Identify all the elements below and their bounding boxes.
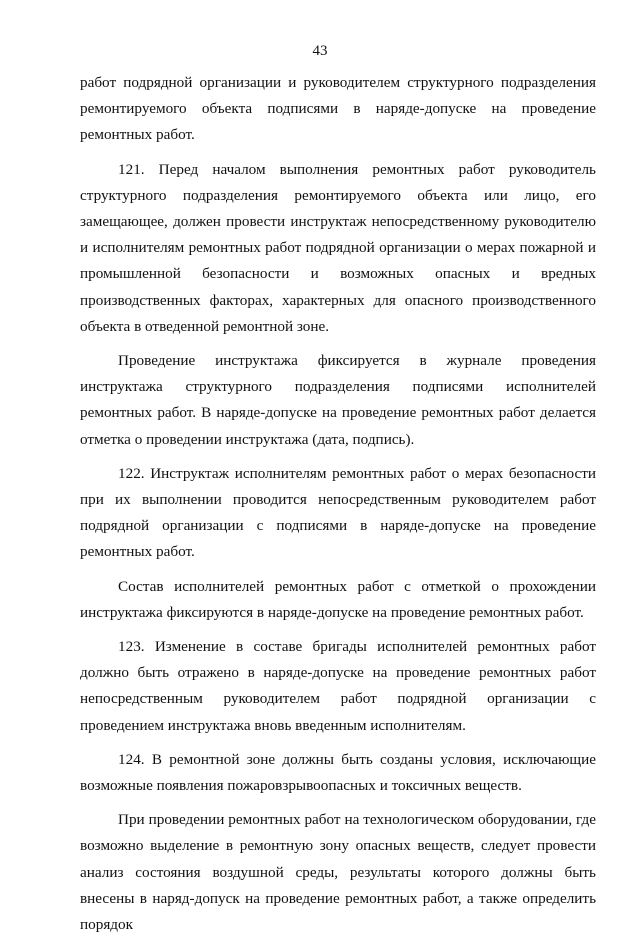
document-body bbox=[80, 70, 596, 946]
paragraph-123: 123. Изменение в составе бригады исполнителей ремонтных работ должно быть отражено в наряде-допуске на проведение ремонтных работ непосредственным руководителем работ подрядной организации с проведением инструктажа вновь введенным исполнителям. bbox=[80, 638, 596, 734]
paragraph-briefing-record: Проведение инструктажа фиксируется в журнале проведения инструктажа структурного подразделения подписями исполнителей ремонтных работ. В наряде-допуске на проведение ремонтных работ делается отметка о проведении инструктажа (дата, подпись). bbox=[80, 352, 596, 448]
paragraph-executors-list: Состав исполнителей ремонтных работ с отметкой о прохождении инструктажа фиксируются в наряде-допуске на проведение ремонтных работ. bbox=[80, 577, 596, 621]
paragraph-continuation: работ подрядной организации и руководителем структурного подразделения ремонтируемого объекта подписями в наряде-допуске на проведение ремонтных работ. bbox=[80, 74, 596, 144]
paragraph-air-analysis: При проведении ремонтных работ на технологическом оборудовании, где возможно выделение в ремонтную зону опасных веществ, следует провести анализ состояния воздушной среды, результаты которого должны быть внесены в наряд-допуск на проведение ремонтных работ, а также определить порядок bbox=[80, 811, 596, 934]
paragraph-121: 121. Перед началом выполнения ремонтных работ руководитель структурного подразделения ремонтируемого объекта или лицо, его замещающее, должен провести инструктаж непосредственному руководителю и исполнителям ремонтных работ подрядной организации о мерах пожарной и промышленной безопасности и возможных опасных и вредных производственных факторах, характерных для опасного производственного объекта в отведенной ремонтной зоне. bbox=[80, 160, 596, 335]
paragraph-124: 124. В ремонтной зоне должны быть созданы условия, исключающие возможные появления пожаровзрывоопасных и токсичных веществ. bbox=[80, 750, 596, 795]
paragraph-122: 122. Инструктаж исполнителям ремонтных работ о мерах безопасности при их выполнении проводится непосредственным руководителем работ подрядной организации с подписями в наряде-допуске на проведение ремонтных работ. bbox=[80, 464, 596, 561]
page-number: 43 bbox=[312, 43, 328, 59]
